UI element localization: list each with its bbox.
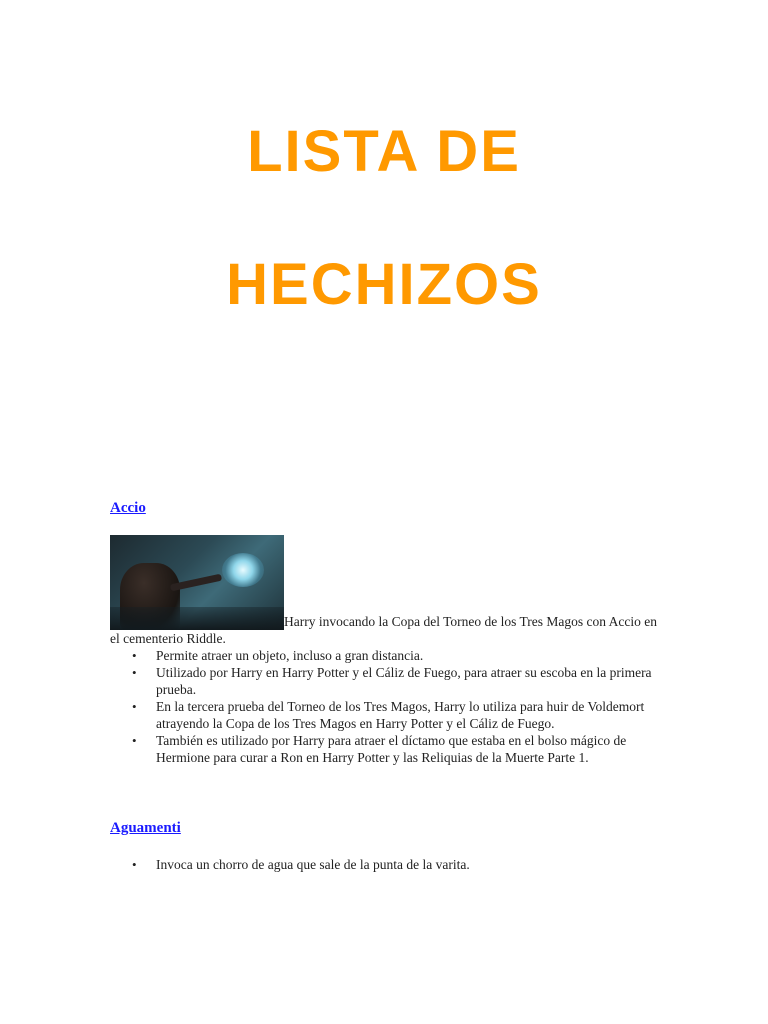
accio-caption-paragraph — [110, 535, 670, 647]
accio-section — [110, 535, 670, 766]
list-item: • Invoca un chorro de agua que sale de la punta de la varita. — [156, 856, 670, 873]
accio-caption: Harry invocando la Copa del Torneo de los Tres Magos con Accio en el cementerio Riddle. — [110, 614, 657, 646]
aguamenti-list — [110, 856, 670, 873]
page-title-line-2: HECHIZOS — [226, 252, 542, 317]
accio-list — [110, 647, 670, 766]
photo-ground — [110, 607, 284, 630]
list-item: • También es utilizado por Harry para atraer el díctamo que estaba en el bolso mágico de Hermione para curar a Ron en Harry Potter y las Reliquias de la Muerte Parte 1. — [156, 732, 670, 766]
photo-arm — [170, 574, 222, 592]
list-item: • En la tercera prueba del Torneo de los Tres Magos, Harry lo utiliza para huir de Voldemort atrayendo la Copa de los Tres Magos en Harry Potter y el Cáliz de Fuego. — [156, 698, 670, 732]
section-heading-aguamenti[interactable]: Aguamenti — [110, 820, 181, 836]
page-title-line-1: LISTA DE — [247, 119, 521, 184]
photo-glow — [222, 553, 264, 587]
list-item: • Utilizado por Harry en Harry Potter y el Cáliz de Fuego, para atraer su escoba en la primera prueba. — [156, 664, 670, 698]
accio-photo — [110, 535, 284, 630]
section-heading-accio[interactable]: Accio — [110, 500, 146, 516]
aguamenti-section — [110, 856, 670, 873]
list-item: • Permite atraer un objeto, incluso a gran distancia. — [156, 647, 670, 664]
